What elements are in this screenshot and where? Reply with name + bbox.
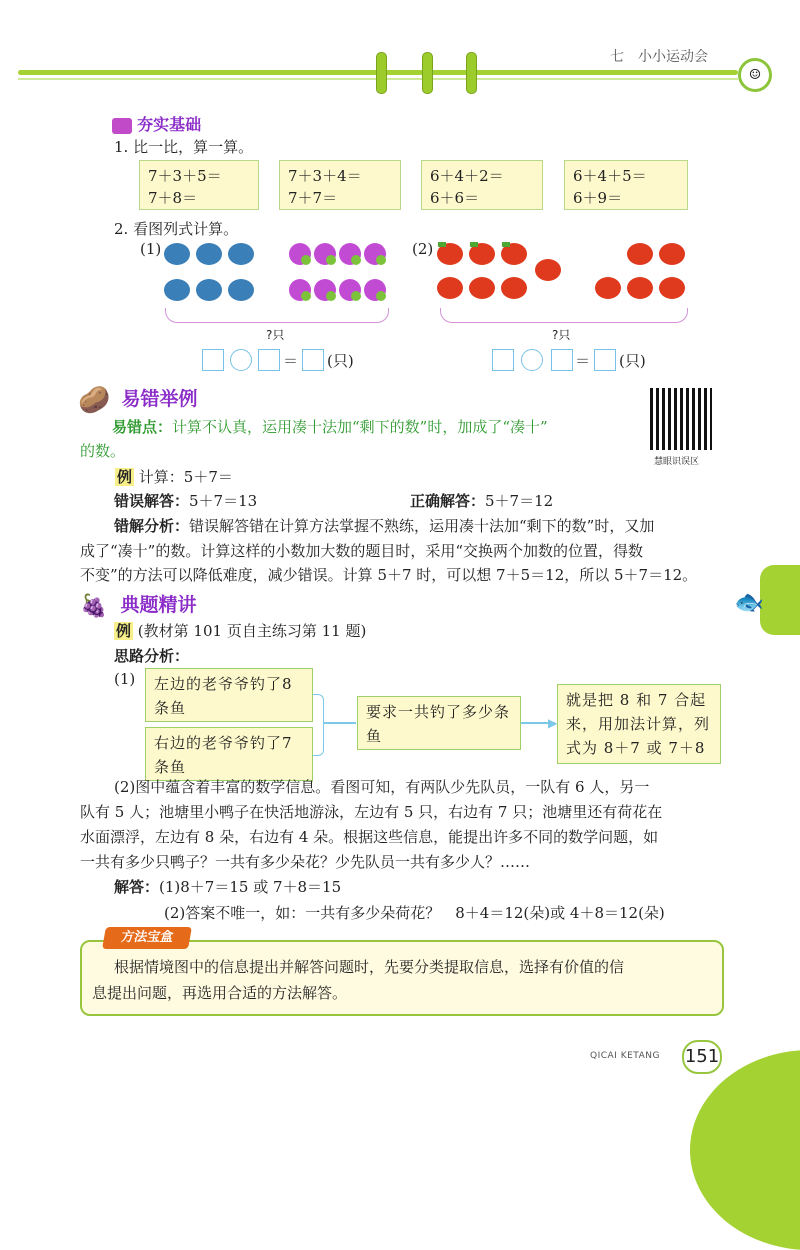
butterflies-left (163, 238, 259, 308)
ladybugs-left (436, 238, 570, 308)
para2-line3: 水面漂浮，左边有 8 朵，右边有 4 朵。根据这些信息，能提出许多不同的数学问题，如 (80, 828, 659, 846)
flow-box-right: 就是把 8 和 7 合起来，用加法计算，列式为 8＋7 或 7＋8 (557, 684, 721, 764)
unit-label: (只) (327, 352, 354, 370)
answer-line1 (114, 876, 341, 897)
flow-number: (1) (114, 670, 136, 688)
header-peg (466, 52, 477, 94)
analysis-line1 (114, 514, 714, 538)
ladybug-group (594, 238, 690, 308)
total-label: ?只 (552, 328, 571, 342)
example-label: 例 (116, 622, 132, 640)
answer-label: 解答： (114, 878, 160, 896)
brace (165, 308, 389, 323)
answer-box[interactable] (258, 349, 280, 371)
arrow-head-icon: ▶ (548, 716, 558, 730)
answer-box[interactable] (594, 349, 616, 371)
analysis-line3: 不变”的方法可以降低难度，减少错误。计算 5＋7 时，可以想 7＋5＝12，所以 5＋7＝12。 (80, 566, 698, 584)
footer-brand: QICAI KETANG (590, 1051, 660, 1061)
example-text: 计算：5＋7＝ (138, 468, 233, 486)
para2-line1: (2)图中蕴含着丰富的数学信息。看图可知，有两队少先队员，一队有 6 人，另一 (114, 778, 650, 796)
butterflies-right (288, 238, 388, 308)
para2-line4: 一共有多少只鸭子？一共有多少朵花？少先队员一共有多少人？…… (80, 853, 531, 871)
error-point-text: 计算不认真，运用凑十法加“剩下的数”时，加成了“凑十” (172, 418, 548, 436)
answer-box[interactable] (492, 349, 514, 371)
ladybugs-right (594, 238, 690, 308)
answer-line2: (2)答案不唯一，如：一共有多少朵荷花？ 8＋4＝12(朵)或 4＋8＝12(朵) (164, 904, 665, 922)
answer-box[interactable] (302, 349, 324, 371)
example-text: (教材第 101 页自主练习第 11 题) (137, 622, 367, 640)
equation: 6＋4＋5＝ (573, 167, 647, 185)
unit-label: (只) (619, 352, 646, 370)
error-point (112, 416, 632, 438)
analysis-label: 错解分析： (114, 517, 190, 535)
section-title: 夯实基础 (137, 115, 202, 134)
brace (440, 308, 688, 323)
section-foundation-heading (112, 112, 201, 135)
flow-connector (313, 694, 324, 756)
butterfly-group (288, 238, 388, 308)
equals-sign: ＝ (283, 352, 299, 370)
compare-box (564, 160, 688, 210)
chapter-title: 七 小小运动会 (610, 49, 708, 65)
equation: 7＋3＋4＝ (288, 167, 362, 185)
fish-icon: 🐟 (734, 588, 764, 616)
cartoon-mascot-icon: 🍇 (80, 594, 108, 619)
method-tag: 方法宝盒 (102, 927, 192, 949)
right-label: 正确解答： (410, 492, 486, 510)
compare-box (421, 160, 543, 210)
wrong-answer (114, 490, 257, 511)
error-point-label: 易错点： (112, 418, 173, 436)
example-label: 例 (117, 468, 133, 486)
compare-box (279, 160, 401, 210)
operator-circle[interactable] (230, 349, 252, 371)
eraser-icon (112, 118, 132, 134)
flow-box-middle: 要求一共钓了多少条鱼 (357, 696, 521, 750)
question-2: 2. 看图列式计算。 (114, 220, 239, 238)
header-peg (422, 52, 433, 94)
method-box (80, 940, 724, 1016)
operator-circle[interactable] (521, 349, 543, 371)
corner-decoration (690, 1050, 800, 1250)
example-line (114, 620, 366, 641)
problem-label: (2) (412, 240, 434, 258)
right-text: 5＋7＝12 (485, 492, 554, 510)
butterfly-group (163, 238, 259, 308)
page-number: 151 (682, 1040, 722, 1074)
qr-caption: 慧眼识误区 (654, 457, 700, 467)
error-point-cont: 的数。 (80, 442, 126, 460)
example-line (115, 466, 233, 487)
ladybug-group (436, 238, 570, 308)
analysis-line2: 成了“凑十”的数。计算这样的小数加大数的题目时，采用“交换两个加数的位置，得数 (80, 542, 644, 560)
qr-code-icon[interactable] (650, 388, 712, 450)
para2-line2: 队有 5 人；池塘里小鸭子在快活地游泳，左边有 5 只，右边有 7 只；池塘里还有荷花在 (80, 803, 663, 821)
analysis-text: 错误解答错在计算方法掌握不熟练，运用凑十法加“剩下的数”时，又加 (189, 517, 655, 535)
header-peg (376, 52, 387, 94)
equation: 7＋8＝ (148, 189, 198, 207)
section-title: 典题精讲 (120, 594, 197, 616)
equation: 6＋9＝ (573, 189, 623, 207)
total-label: ?只 (266, 328, 285, 342)
answer-box[interactable] (551, 349, 573, 371)
method-line1: 根据情境图中的信息提出并解答问题时，先要分类提取信息，选择有价值的信 (114, 958, 625, 976)
compare-box (139, 160, 259, 210)
section-typical-heading (80, 590, 197, 619)
problem-label: (1) (140, 240, 162, 258)
flow-box-left-top: 左边的老爷爷钓了8条鱼 (145, 668, 313, 722)
wrong-text: 5＋7＝13 (189, 492, 258, 510)
answer-text: (1)8＋7＝15 或 7＋8＝15 (159, 878, 342, 896)
potato-mascot-icon: 🥔 (78, 385, 111, 416)
side-tab (760, 565, 800, 635)
flow-arrow (324, 722, 356, 724)
right-answer (410, 490, 553, 511)
equals-sign: ＝ (575, 352, 591, 370)
answer-box[interactable] (202, 349, 224, 371)
mascot-icon: ☺ (738, 58, 772, 92)
section-title: 易错举例 (121, 388, 198, 410)
equation: 7＋7＝ (288, 189, 338, 207)
equation: 6＋4＋2＝ (430, 167, 504, 185)
flow-box-left-bottom: 右边的老爷爷钓了7条鱼 (145, 727, 313, 781)
equation: 7＋3＋5＝ (148, 167, 222, 185)
wrong-label: 错误解答： (114, 492, 190, 510)
equation: 6＋6＝ (430, 189, 480, 207)
method-line2: 息提出问题，再选用合适的方法解答。 (92, 984, 348, 1002)
section-mistakes-heading (78, 384, 197, 416)
thinking-label: 思路分析： (114, 647, 190, 665)
question-1: 1. 比一比，算一算。 (114, 138, 254, 156)
